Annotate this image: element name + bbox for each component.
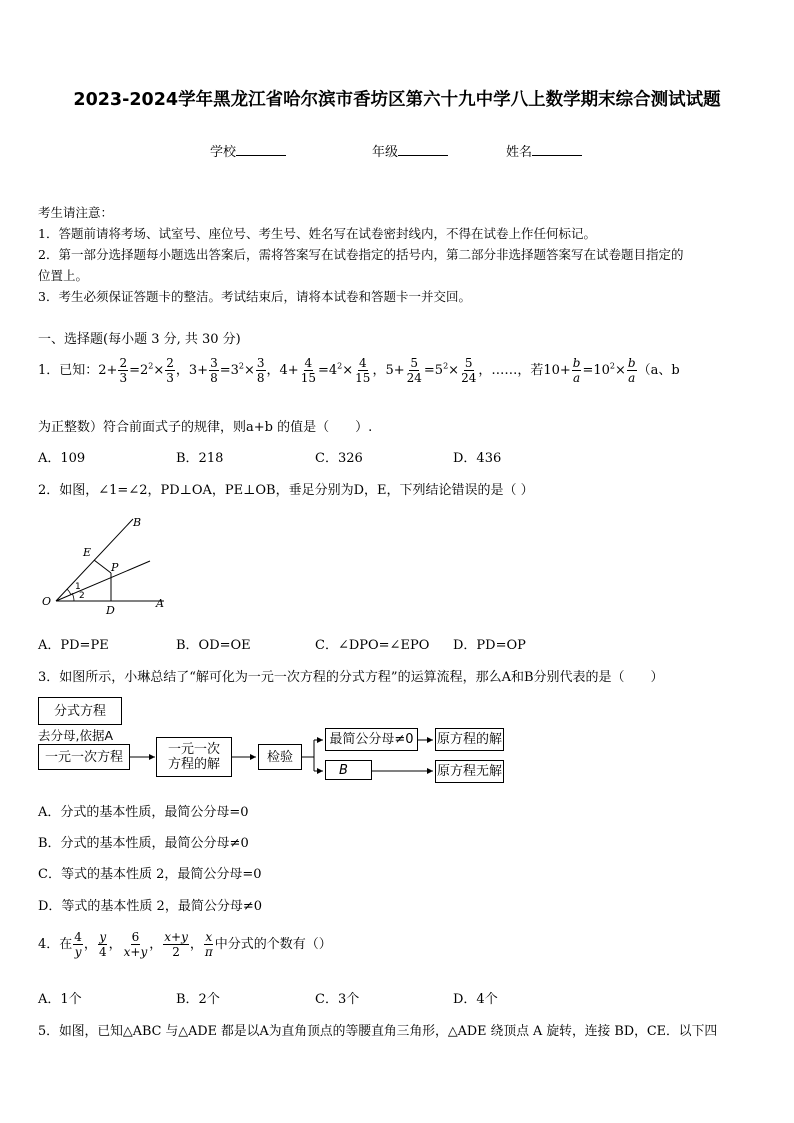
box-check: 检验 <box>258 744 302 770</box>
q3-option-d[interactable]: D．等式的基本性质 2，最简公分母≠0 <box>38 899 262 914</box>
box-original-solution: 原方程的解 <box>435 728 504 751</box>
label-b: B <box>133 516 142 529</box>
notice-item-3: 3．考生必须保证答题卡的整洁。考试结束后，请将本试卷和答题卡一并交回。 <box>38 289 471 304</box>
notice-item-2: 2．第一部分选择题每小题选出答案后，需将答案写在试卷指定的括号内，第二部分非选择题答案写在试卷题目指定的 <box>38 247 684 262</box>
box-lcd-nonzero: 最简公分母≠0 <box>325 728 418 751</box>
q2-option-b[interactable]: B．OD=OE <box>176 638 251 653</box>
box-no-solution: 原方程无解 <box>435 760 504 783</box>
label-angle-1: 1 <box>75 582 81 592</box>
q4-option-c[interactable]: C．3个 <box>315 992 360 1007</box>
q4-option-a[interactable]: A．1个 <box>38 992 82 1007</box>
exam-title: 2023-2024学年黑龙江省哈尔滨市香坊区第六十九中学八上数学期末综合测试试题 <box>73 90 721 110</box>
box-b: B <box>325 760 372 780</box>
question-4: 4．在 $\frac{4}{y}$ ， $\frac{y}{4}$ ， $\frac{6}{x+y}$ ， $\frac{x+y}{2}$ ， $\frac{x}{\pi}$ 中分式的个数有（） <box>38 930 332 959</box>
q1-option-b[interactable]: B．218 <box>176 451 224 466</box>
question-1: 1．已知：2+ $\frac{2}{3}$ $=2^2\times$ $\frac{2}{3}$ ，3+ $\frac{3}{8}$ $=3^2\times$ $\frac{3}{8}$ ，4+ $\frac{4}{15}$ $=4^2\times$ $\frac{4}{15}$ ，5+ $\frac{5}{24}$ $=5^2\times$ $\frac{5}{24}$ ，……，若10+ $\frac{b}{a}$ $=10^2\times$ $\frac{b}{a}$ （a、b <box>38 356 680 385</box>
segment-pe <box>94 560 111 573</box>
q3-option-a[interactable]: A．分式的基本性质，最简公分母=0 <box>38 805 249 820</box>
box-fractional-equation: 分式方程 <box>38 697 122 725</box>
label-e: E <box>83 546 92 559</box>
question-3: 3．如图所示，小琳总结了“解可化为一元一次方程的分式方程”的运算流程，那么A和B分别代表的是（ ） <box>38 670 664 685</box>
q4-option-b[interactable]: B．2个 <box>176 992 220 1007</box>
label-d: D <box>106 604 115 617</box>
school-field: 学校 <box>210 141 286 160</box>
question-1-line2: 为正整数）符合前面式子的规律，则a+b 的值是（ ）. <box>38 420 373 435</box>
flowchart <box>36 694 508 786</box>
question-5: 5．如图，已知△ABC 与△ADE 都是以A为直角顶点的等腰直角三角形，△ADE 绕顶点 A 旋转，连接 BD，CE．以下四 <box>38 1024 718 1039</box>
notice-heading: 考生请注意： <box>38 205 114 220</box>
step-label-a: 去分母,依据A <box>38 728 114 743</box>
label-a: A <box>156 597 164 610</box>
label-o: O <box>42 595 52 608</box>
q3-option-b[interactable]: B．分式的基本性质，最简公分母≠0 <box>38 836 249 851</box>
label-p: P <box>111 561 119 574</box>
notice-item-1: 1．答题前请将考场、试室号、座位号、考生号、姓名写在试卷密封线内，不得在试卷上作任何标记。 <box>38 226 596 241</box>
notice-item-2-cont: 位置上。 <box>38 268 89 283</box>
q3-option-c[interactable]: C．等式的基本性质 2，最简公分母=0 <box>38 867 262 882</box>
box-linear-equation: 一元一次方程 <box>38 744 130 770</box>
q4-option-d[interactable]: D．4个 <box>453 992 498 1007</box>
q2-option-a[interactable]: A．PD=PE <box>38 638 109 653</box>
q2-option-c[interactable]: C．∠DPO=∠EPO <box>315 638 430 653</box>
q1-option-c[interactable]: C．326 <box>315 451 363 466</box>
section-heading: 一、选择题(每小题 3 分, 共 30 分) <box>38 332 241 347</box>
name-field: 姓名 <box>506 141 582 160</box>
box-linear-solution: 一元一次 方程的解 <box>156 737 232 777</box>
angle-2-arc <box>72 593 74 601</box>
angle-bisector-figure <box>36 510 176 620</box>
q1-option-a[interactable]: A．109 <box>38 451 86 466</box>
question-2: 2．如图，∠1=∠2，PD⊥OA，PE⊥OB，垂足分别为D，E，下列结论错误的是（ ） <box>38 483 534 498</box>
angle-1-arc <box>67 589 71 595</box>
grade-field: 年级 <box>372 141 448 160</box>
q1-option-d[interactable]: D．436 <box>453 451 502 466</box>
q2-option-d[interactable]: D．PD=OP <box>453 638 526 653</box>
label-angle-2: 2 <box>79 591 85 601</box>
